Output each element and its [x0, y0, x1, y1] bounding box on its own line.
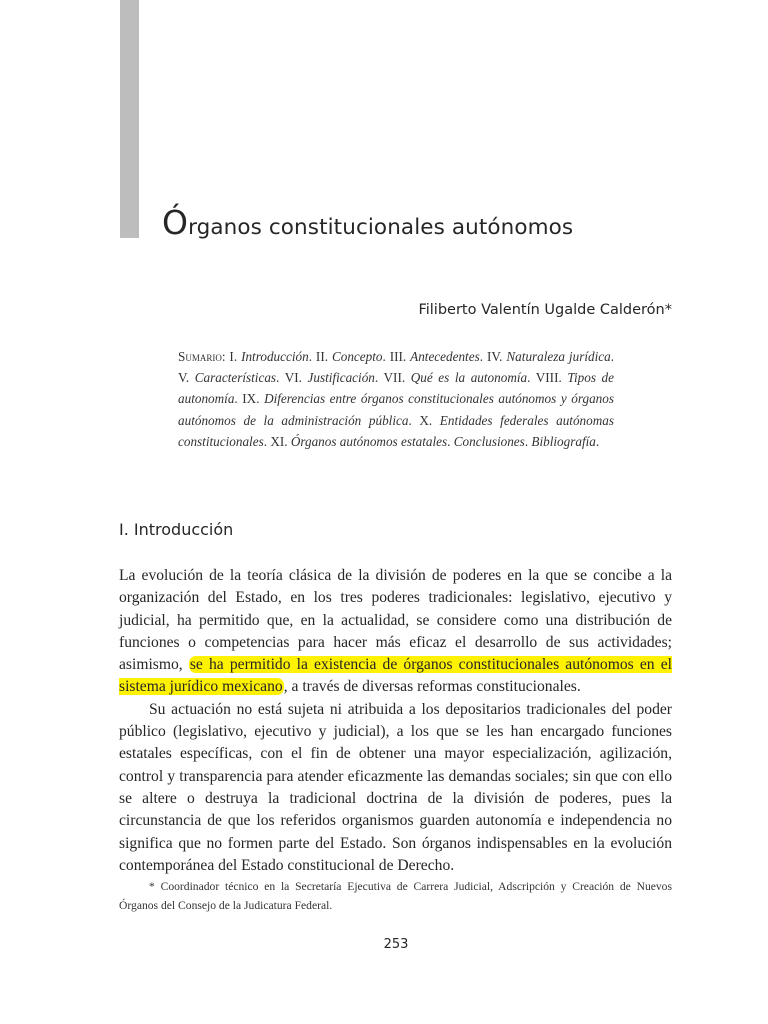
summary-separator: . VI.: [276, 370, 308, 386]
summary-text: [178, 349, 614, 449]
summary-separator: I.: [225, 349, 242, 364]
summary-block: [178, 346, 614, 452]
section-heading: I. Introducción: [119, 520, 234, 539]
summary-item-title: Antecedentes: [410, 349, 480, 364]
footnote: * Coordinador técnico en la Secretaría Ejecutiva de Carrera Judicial, Adscripción y Creación de Nuevos Órganos del Consejo de la Judicatura Federal.: [119, 880, 672, 912]
summary-item-title: Diferencias entre órganos constitucionales autónomos y órganos autónomos de la administración pública: [178, 391, 614, 428]
summary-item-title: Órganos autónomos estatales: [290, 433, 448, 449]
highlighted-text: se ha permitido la existencia de órganos constitucionales autónomos en el sistema jurídico mexicano: [119, 656, 673, 696]
summary-separator: . XI.: [263, 433, 291, 449]
summary-item-title: Concepto: [331, 349, 383, 364]
summary-item-title: Tipos de autonomía: [178, 370, 614, 407]
paragraph-2: Su actuación no está sujeta ni atribuida a los depositarios tradicionales del poder público (legislativo, ejecutivo y judicial), a los que se les han encargado funciones estatales específicas, con el fin de obtener una mayor especialización, agilización, control y transparencia para atender eficazmente las demandas sociales; sin que con ello se altere o destruya la tradicional doctrina de la división de poderes, pues la circunstancia de que los referidos organismos guarden autonomía e independencia no significa que no formen parte del Estado. Son órganos indispensables en la evolución contemporánea del Estado constitucional de Derecho.: [119, 700, 672, 874]
summary-item-title: Características: [194, 370, 277, 386]
summary-item-title: Conclusiones: [453, 433, 525, 449]
summary-item-title: Qué es la autonomía: [410, 370, 528, 386]
summary-separator: . II.: [308, 349, 332, 364]
summary-separator: .: [595, 433, 600, 449]
summary-separator: . IV.: [479, 349, 507, 364]
summary-separator: . III.: [382, 349, 411, 364]
body-text: [119, 565, 672, 877]
summary-separator: . IX.: [234, 391, 265, 407]
paragraph-1: [119, 565, 672, 699]
paragraph-1-end: , a través de diversas reformas constitucionales.: [283, 678, 581, 696]
summary-item-title: Introducción: [241, 349, 309, 364]
summary-label: Sumario:: [178, 349, 226, 364]
summary-item-title: Naturaleza jurídica: [506, 349, 611, 364]
page-number: 253: [383, 937, 409, 952]
summary-item-title: Entidades federales autónomas constitucionales: [178, 412, 614, 449]
summary-separator: .: [524, 433, 532, 449]
summary-separator: . V.: [178, 349, 614, 386]
title-rest: rganos constitucionales autónomos: [188, 215, 574, 240]
chapter-title: [162, 203, 574, 242]
summary-separator: .: [447, 433, 454, 449]
summary-item-title: Bibliografía: [531, 433, 596, 449]
summary-separator: . X.: [408, 412, 440, 428]
summary-separator: . VIII.: [527, 370, 568, 386]
decorative-side-bar: [120, 0, 139, 238]
paragraph-1-start: La evolución de la teoría clásica de la división de poderes en la que se concibe a la organización del Estado, en los tres poderes tradicionales: legislativo, ejecutivo y judicial, ha permitido que, en la actualidad, se considere como una distribución de funciones o competencias para hacer más eficaz el desarrollo de sus actividades; asimismo,: [119, 567, 672, 674]
summary-item-title: Justificación: [307, 370, 375, 386]
title-initial: Ó: [162, 203, 189, 242]
summary-separator: . VII.: [374, 370, 411, 386]
author-name: Filiberto Valentín Ugalde Calderón*: [418, 302, 672, 318]
